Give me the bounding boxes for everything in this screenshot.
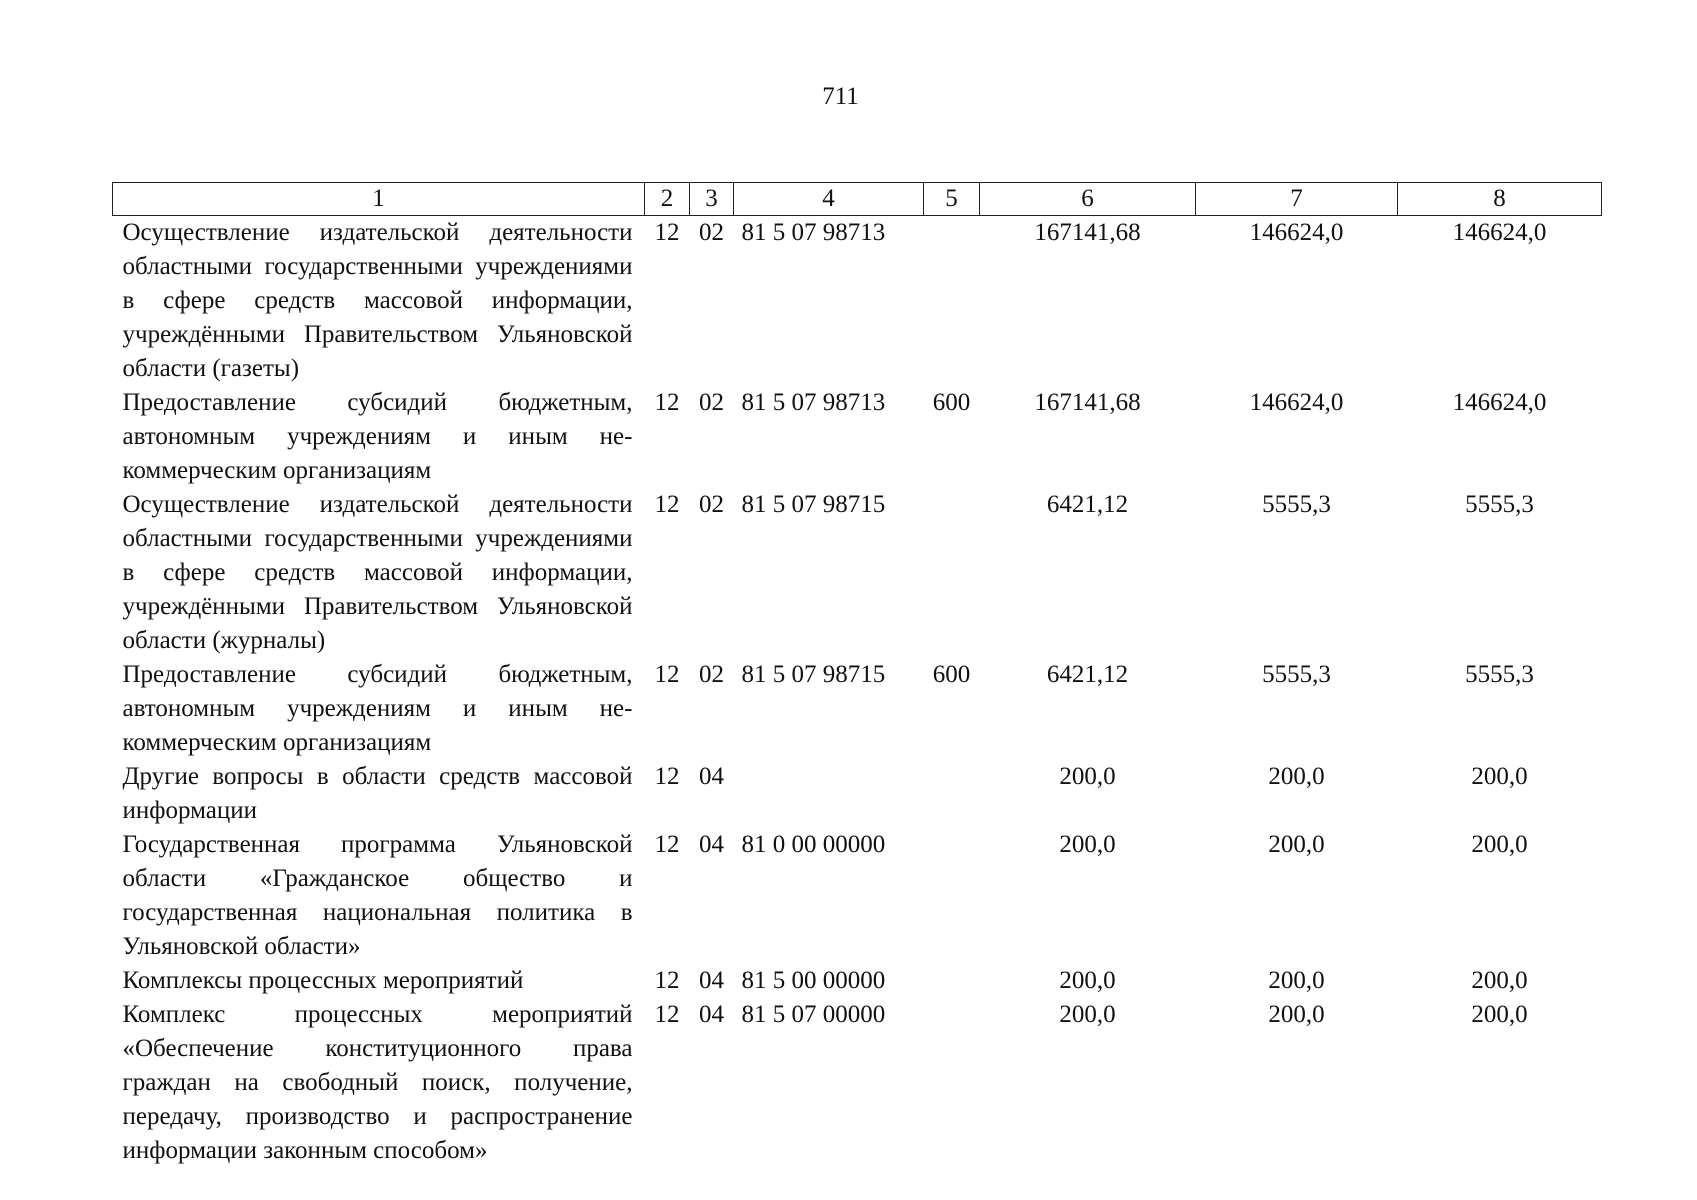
row-section: 12 xyxy=(654,491,680,518)
row-target-article: 81 5 07 98715 xyxy=(741,661,886,688)
row-target-article: 81 5 07 98715 xyxy=(741,491,886,518)
row-subsection: 04 xyxy=(699,763,724,790)
row-target-article: 81 5 07 98713 xyxy=(741,219,886,246)
row-target-article xyxy=(734,760,924,828)
row-amount-col8: 5555,3 xyxy=(1465,491,1534,518)
row-target-article: 81 5 07 98713 xyxy=(741,389,886,416)
row-expense-type xyxy=(924,964,980,998)
row-target-article: 81 5 07 00000 xyxy=(741,1001,886,1028)
column-header-3: 3 xyxy=(690,183,734,216)
row-amount-col7: 200,0 xyxy=(1268,1001,1325,1028)
row-amount-col7: 146624,0 xyxy=(1249,389,1344,416)
row-target-article: 81 5 00 00000 xyxy=(741,967,886,994)
column-header-4: 4 xyxy=(734,183,924,216)
row-description: Комплексы процессных мероприятий xyxy=(122,967,524,994)
row-expense-type xyxy=(924,828,980,964)
table-row xyxy=(113,828,1602,964)
row-amount-col8: 200,0 xyxy=(1471,967,1528,994)
budget-table xyxy=(112,182,1602,1168)
row-description: Государственная программа Ульяновской области «Гражданское общество и государственная национальная политика в Ульяновской области» xyxy=(122,831,633,960)
row-expense-type xyxy=(924,216,980,387)
row-amount-col8: 200,0 xyxy=(1471,831,1528,858)
row-section: 12 xyxy=(654,661,680,688)
table-row xyxy=(113,964,1602,998)
row-expense-type: 600 xyxy=(932,661,971,688)
table-row xyxy=(113,998,1602,1168)
row-amount-col6: 167141,68 xyxy=(1034,219,1141,246)
column-header-5: 5 xyxy=(924,183,980,216)
row-subsection: 02 xyxy=(699,389,724,416)
row-amount-col7: 200,0 xyxy=(1268,763,1325,790)
row-amount-col8: 200,0 xyxy=(1471,763,1528,790)
table-row xyxy=(113,760,1602,828)
column-header-1: 1 xyxy=(113,183,645,216)
row-amount-col6: 167141,68 xyxy=(1034,389,1141,416)
row-subsection: 04 xyxy=(699,1001,724,1028)
row-section: 12 xyxy=(654,219,680,246)
row-section: 12 xyxy=(654,389,680,416)
row-amount-col6: 200,0 xyxy=(1059,763,1116,790)
row-description: Осуществление издательской деятельности областными государственными учреждениями в сфере средств массовой информации, учреждёнными Правительством Ульяновской области (журналы) xyxy=(122,491,633,654)
row-amount-col8: 146624,0 xyxy=(1452,219,1547,246)
row-amount-col8: 200,0 xyxy=(1471,1001,1528,1028)
row-target-article: 81 0 00 00000 xyxy=(741,831,886,858)
header-row xyxy=(113,183,1602,216)
row-subsection: 02 xyxy=(699,661,724,688)
column-header-7: 7 xyxy=(1196,183,1398,216)
row-section: 12 xyxy=(654,967,680,994)
row-amount-col7: 146624,0 xyxy=(1249,219,1344,246)
page-number: 711 xyxy=(822,83,859,110)
row-expense-type xyxy=(924,488,980,658)
row-amount-col6: 6421,12 xyxy=(1046,491,1129,518)
row-description: Осуществление издательской деятельности областными государственными учреждениями в сфере средств массовой информации, учреждёнными Правительством Ульяновской области (газеты) xyxy=(122,219,633,382)
column-header-8: 8 xyxy=(1398,183,1602,216)
row-amount-col6: 6421,12 xyxy=(1046,661,1129,688)
row-expense-type: 600 xyxy=(932,389,971,416)
row-subsection: 02 xyxy=(699,219,724,246)
row-description: Предоставление субсидий бюджетным, автономным учреждениям и иным некоммерческим организациям xyxy=(122,661,633,756)
row-description: Предоставление субсидий бюджетным, автономным учреждениям и иным некоммерческим организациям xyxy=(122,389,633,484)
row-amount-col6: 200,0 xyxy=(1059,1001,1116,1028)
row-subsection: 04 xyxy=(699,967,724,994)
row-subsection: 04 xyxy=(699,831,724,858)
table-row xyxy=(113,658,1602,760)
row-amount-col7: 200,0 xyxy=(1268,831,1325,858)
row-section: 12 xyxy=(654,831,680,858)
column-header-2: 2 xyxy=(645,183,690,216)
row-amount-col6: 200,0 xyxy=(1059,831,1116,858)
column-header-6: 6 xyxy=(980,183,1196,216)
row-subsection: 02 xyxy=(699,491,724,518)
row-amount-col6: 200,0 xyxy=(1059,967,1116,994)
row-amount-col7: 5555,3 xyxy=(1262,661,1331,688)
row-amount-col7: 5555,3 xyxy=(1262,491,1331,518)
row-expense-type xyxy=(924,998,980,1168)
table-row xyxy=(113,488,1602,658)
row-amount-col7: 200,0 xyxy=(1268,967,1325,994)
row-section: 12 xyxy=(654,763,680,790)
table-row xyxy=(113,216,1602,387)
row-description: Другие вопросы в области средств массовой информации xyxy=(122,763,633,824)
row-amount-col8: 146624,0 xyxy=(1452,389,1547,416)
row-description: Комплекс процессных мероприятий «Обеспечение конституционного права граждан на свободный поиск, получение, передачу, производство и распространение информации законным способом» xyxy=(122,1001,633,1164)
row-expense-type xyxy=(924,760,980,828)
row-amount-col8: 5555,3 xyxy=(1465,661,1534,688)
table-row xyxy=(113,386,1602,488)
row-section: 12 xyxy=(654,1001,680,1028)
